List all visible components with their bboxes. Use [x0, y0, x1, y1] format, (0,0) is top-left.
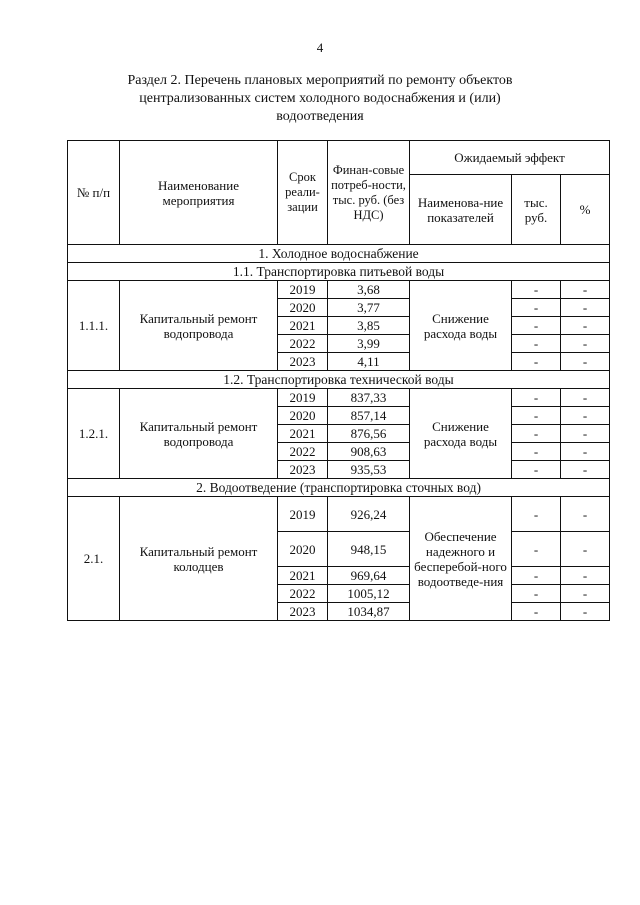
row-year: 2023	[278, 353, 328, 371]
row-thousand: -	[512, 425, 561, 443]
table-row	[68, 281, 610, 299]
row-thousand: -	[512, 335, 561, 353]
header-percent: %	[561, 175, 610, 245]
row-percent: -	[561, 497, 610, 532]
header-term: Срок реали-зации	[278, 141, 328, 245]
row-percent: -	[561, 461, 610, 479]
row-value: 837,33	[328, 389, 410, 407]
row-year: 2019	[278, 497, 328, 532]
row-thousand: -	[512, 567, 561, 585]
subsection-row: 1.1. Транспортировка питьевой воды	[68, 263, 610, 281]
header-name: Наименование мероприятия	[120, 141, 278, 245]
row-value: 1005,12	[328, 585, 410, 603]
row-value: 969,64	[328, 567, 410, 585]
row-percent: -	[561, 335, 610, 353]
title-line: централизованных систем холодного водоснабжения и (или)	[139, 91, 501, 106]
row-percent: -	[561, 281, 610, 299]
row-thousand: -	[512, 443, 561, 461]
row-indicator: Снижение расхода воды	[410, 389, 512, 479]
row-thousand: -	[512, 281, 561, 299]
row-percent: -	[561, 353, 610, 371]
row-name: Капитальный ремонт водопровода	[120, 389, 278, 479]
row-percent: -	[561, 567, 610, 585]
row-value: 1034,87	[328, 603, 410, 621]
row-value: 948,15	[328, 532, 410, 567]
header-thousand: тыс. руб.	[512, 175, 561, 245]
row-year: 2020	[278, 299, 328, 317]
row-indicator: Обеспечение надежного и бесперебой-ного водоотведе-ния	[410, 497, 512, 621]
row-year: 2021	[278, 567, 328, 585]
row-year: 2023	[278, 461, 328, 479]
row-thousand: -	[512, 603, 561, 621]
row-value: 935,53	[328, 461, 410, 479]
row-value: 876,56	[328, 425, 410, 443]
section-row: 2. Водоотведение (транспортировка сточных вод)	[68, 479, 610, 497]
row-value: 4,11	[328, 353, 410, 371]
row-value: 857,14	[328, 407, 410, 425]
row-thousand: -	[512, 317, 561, 335]
row-value: 926,24	[328, 497, 410, 532]
row-year: 2020	[278, 532, 328, 567]
row-thousand: -	[512, 299, 561, 317]
header-indicators: Наименова-ние показателей	[410, 175, 512, 245]
row-value: 3,68	[328, 281, 410, 299]
row-percent: -	[561, 603, 610, 621]
row-percent: -	[561, 585, 610, 603]
row-percent: -	[561, 532, 610, 567]
row-value: 3,85	[328, 317, 410, 335]
row-name: Капитальный ремонт водопровода	[120, 281, 278, 371]
subsection-row: 1.2. Транспортировка технической воды	[68, 371, 610, 389]
section-title	[100, 72, 540, 126]
row-thousand: -	[512, 461, 561, 479]
row-thousand: -	[512, 407, 561, 425]
row-num: 2.1.	[68, 497, 120, 621]
row-year: 2020	[278, 407, 328, 425]
row-percent: -	[561, 425, 610, 443]
row-value: 908,63	[328, 443, 410, 461]
row-thousand: -	[512, 353, 561, 371]
row-year: 2019	[278, 389, 328, 407]
row-year: 2021	[278, 317, 328, 335]
table-row	[68, 497, 610, 532]
title-line: Раздел 2. Перечень плановых мероприятий по ремонту объектов	[127, 73, 513, 88]
row-year: 2022	[278, 335, 328, 353]
section-row: 1. Холодное водоснабжение	[68, 245, 610, 263]
plan-table	[67, 140, 610, 621]
row-year: 2023	[278, 603, 328, 621]
row-year: 2021	[278, 425, 328, 443]
row-year: 2022	[278, 585, 328, 603]
title-line: водоотведения	[276, 109, 364, 124]
page-number: 4	[316, 40, 324, 55]
row-thousand: -	[512, 585, 561, 603]
table-row	[68, 389, 610, 407]
header-finance: Финан-совые потреб-ности, тыс. руб. (без НДС)	[328, 141, 410, 245]
row-percent: -	[561, 389, 610, 407]
row-num: 1.2.1.	[68, 389, 120, 479]
row-year: 2022	[278, 443, 328, 461]
row-indicator: Снижение расхода воды	[410, 281, 512, 371]
row-thousand: -	[512, 497, 561, 532]
row-name: Капитальный ремонт колодцев	[120, 497, 278, 621]
row-num: 1.1.1.	[68, 281, 120, 371]
row-percent: -	[561, 299, 610, 317]
header-num: № п/п	[68, 141, 120, 245]
row-percent: -	[561, 407, 610, 425]
row-percent: -	[561, 317, 610, 335]
row-thousand: -	[512, 389, 561, 407]
row-year: 2019	[278, 281, 328, 299]
row-thousand: -	[512, 532, 561, 567]
row-value: 3,99	[328, 335, 410, 353]
row-value: 3,77	[328, 299, 410, 317]
header-effect: Ожидаемый эффект	[410, 141, 610, 175]
row-percent: -	[561, 443, 610, 461]
